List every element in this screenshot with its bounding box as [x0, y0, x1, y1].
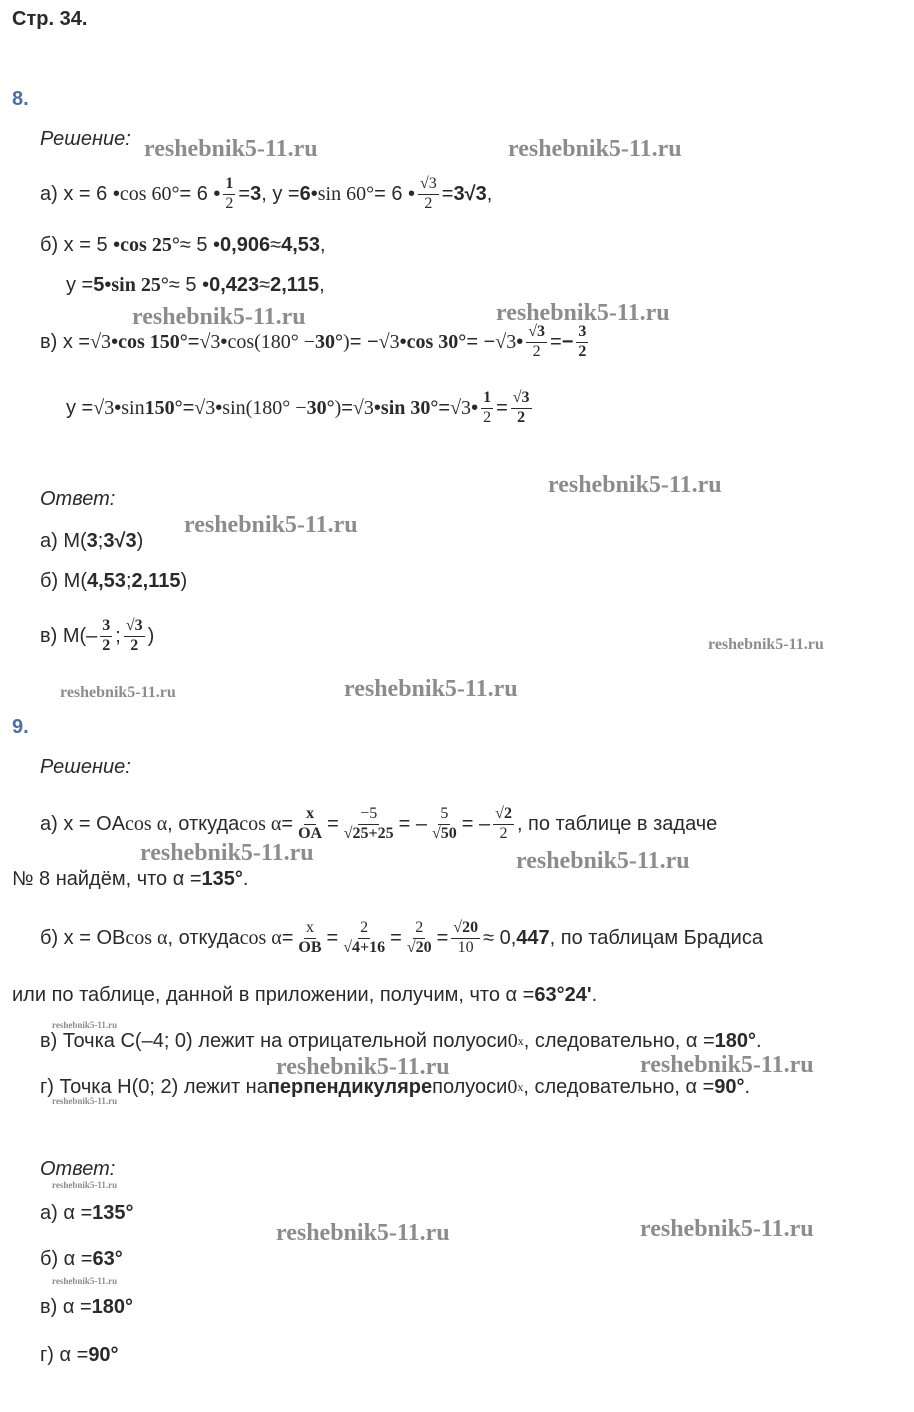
watermark: reshebnik5-11.ru: [60, 684, 176, 701]
fraction: $\frac{√3}{2}$: [125, 616, 143, 654]
watermark: reshebnik5-11.ru: [52, 1276, 118, 1286]
task-8-number: 8.: [12, 88, 29, 110]
watermark: reshebnik5-11.ru: [344, 676, 518, 702]
task-8-answer-a: а) М( 3 ; 3√3 ): [40, 530, 144, 552]
watermark: reshebnik5-11.ru: [640, 1216, 814, 1242]
fraction: $\frac{√3}{2}$: [512, 388, 530, 426]
task-8-answer-c: в) М(– $\frac{3}{2}$ ; $\frac{√3}{2}$ ): [40, 616, 155, 654]
watermark: reshebnik5-11.ru: [184, 512, 358, 538]
task-9-line-d: г) Точка Н(0; 2) лежит на перпендикуляре полуоси 0 x , следовательно, α = 90° .: [40, 1076, 751, 1098]
watermark: reshebnik5-11.ru: [276, 1054, 450, 1080]
fraction: $\frac{√3}{2}$: [420, 174, 437, 212]
watermark: reshebnik5-11.ru: [508, 136, 682, 162]
watermark: reshebnik5-11.ru: [52, 1020, 118, 1030]
fraction: $\frac{3}{2}$: [578, 322, 587, 360]
page-title: Стр. 34.: [12, 8, 88, 30]
fraction: $\frac{2}{√4+16}$: [343, 918, 386, 956]
task-9-line-b2: или по таблице, данной в приложении, получим, что α = 63°24' .: [12, 984, 598, 1006]
fraction: $\frac{-5}{√25+25}$: [343, 804, 394, 842]
watermark: reshebnik5-11.ru: [276, 1220, 450, 1246]
watermark: reshebnik5-11.ru: [496, 300, 670, 326]
fraction: $\frac{1}{2}$: [483, 388, 492, 426]
task-8-line-c2: y = √3 • sin 150° = √3 • sin(180° − 30° ) = √3 • sin 30° = √3 • $\frac{1}{2}$ = $\frac{√3}{2}$: [66, 388, 530, 426]
task-8-answer-b: б) М( 4,53 ; 2,115 ): [40, 570, 188, 592]
fraction: $\frac{x}{OA}$: [298, 804, 323, 842]
task-9-answer-label: Ответ:: [40, 1158, 116, 1180]
watermark: reshebnik5-11.ru: [132, 304, 306, 330]
task-9-line-b1: б) x = OB cos α , откуда cos α = $\frac{x}{OB}$ = $\frac{2}{√4+16}$ = $\frac{2}{√20}$ = $\frac{√20}{10}$ ≈ 0, 447 , по таблицам Брадиса: [40, 918, 763, 956]
fraction: $\frac{1}{2}$: [225, 174, 234, 212]
task-8-line-b1: б) x = 5 • cos 25° ≈ 5 • 0,906 ≈ 4,53 ,: [40, 234, 326, 256]
task-8-line-b2: y = 5 • sin 25° ≈ 5 • 0,423 ≈ 2,115 ,: [66, 274, 325, 296]
task-8-solution-label: Решение:: [40, 128, 131, 150]
watermark: reshebnik5-11.ru: [708, 636, 824, 653]
fraction: $\frac{√20}{10}$: [453, 918, 479, 956]
task-8-line-a: а) x = 6 • cos 60° = 6 • $\frac{1}{2}$ = 3 , y = 6 • sin 60° = 6 • $\frac{√3}{2}$ = 3√3 ,: [40, 174, 493, 212]
task-9-number: 9.: [12, 716, 29, 738]
task-9-answer-c: в) α = 180°: [40, 1296, 134, 1318]
watermark: reshebnik5-11.ru: [548, 472, 722, 498]
fraction: $\frac{x}{OB}$: [298, 918, 322, 956]
watermark: reshebnik5-11.ru: [144, 136, 318, 162]
fraction: $\frac{3}{2}$: [102, 616, 111, 654]
task-8-answer-label: Ответ:: [40, 488, 116, 510]
watermark: reshebnik5-11.ru: [52, 1180, 118, 1190]
fraction: $\frac{5}{√50}$: [432, 804, 457, 842]
task-9-solution-label: Решение:: [40, 756, 131, 778]
task-9-answer-b: б) α = 63°: [40, 1248, 123, 1270]
watermark: reshebnik5-11.ru: [640, 1052, 814, 1078]
watermark: reshebnik5-11.ru: [140, 840, 314, 866]
task-9-line-c: в) Точка С(–4; 0) лежит на отрицательной полуоси 0 x , следовательно, α = 180° .: [40, 1030, 762, 1052]
watermark: reshebnik5-11.ru: [516, 848, 690, 874]
watermark: reshebnik5-11.ru: [52, 1096, 118, 1106]
task-9-line-a1: а) x = OA cos α , откуда cos α = $\frac{x}{OA}$ = $\frac{-5}{√25+25}$ = – $\frac{5}{√50}$ = – $\frac{√2}{2}$ , по таблице в задаче: [40, 804, 718, 842]
fraction: $\frac{√2}{2}$: [495, 804, 512, 842]
task-9-line-a2: № 8 найдём, что α = 135° .: [12, 868, 249, 890]
fraction: $\frac{√3}{2}$: [528, 322, 546, 360]
task-9-answer-a: а) α = 135°: [40, 1202, 134, 1224]
task-8-line-c1: в) x = √3 • cos 150° = √3 • cos(180° − 30° ) = − √3 • cos 30° = − √3 • $\frac{√3}{2}$ = − $\frac{3}{2}$: [40, 322, 587, 360]
task-9-answer-d: г) α = 90°: [40, 1344, 119, 1366]
fraction: $\frac{2}{√20}$: [406, 918, 432, 956]
